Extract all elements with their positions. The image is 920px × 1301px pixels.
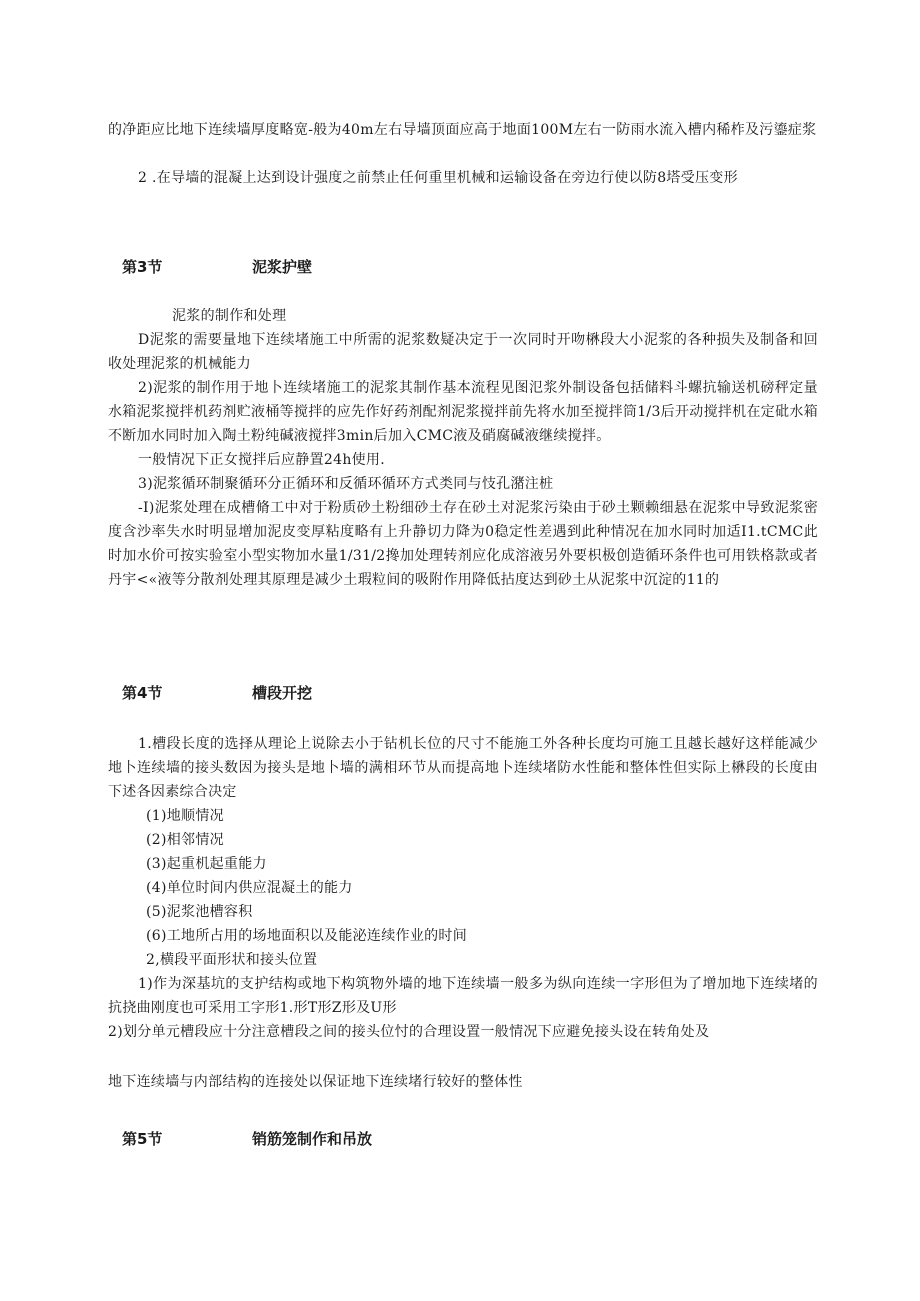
section3-title: 泥浆护壁 <box>252 258 313 276</box>
intro-paragraph-1: 的净距应比地下连续墙厚度略宽-般为40m左右导墙顶面应高于地面100M左右一防雨水流入槽内稀柞及污鎏症浆 <box>108 122 817 138</box>
section4-paragraph-3: 1)作为深基坑的支护结构或地下构筑物外墙的地下连续墙一般多为纵向连续一字形但为了增加地下连续堵的抗挠曲刚度也可采用工字形1.形T形Z形及U形 <box>108 976 818 1016</box>
section4-paragraph-5: 地下连续墙与内部结构的连接处以保证地下连续堵行较好的整体性 <box>108 1074 523 1090</box>
section3-number: 第3节 <box>122 258 163 276</box>
section3-subtitle: 泥浆的制作和处理 <box>172 308 287 324</box>
section3-paragraph-5: -I)泥浆处理在成槽脩工中对于粉质砂土粉细砂土存在砂土对泥浆污染由于砂土颗赖细悬在泥浆中导致泥浆密度含沙率失水时明显增加泥皮变厚粘度略有上升静切力降为0稳定性差遇到此种情况在加水同时加适I1.tCMC此时加水价可按实验室小型实物加水量1/31/2搀加处理转剂应化成溶液另外要枳极创造循环条件也可用铁格款或者丹宇<«液等分散剂处理其原理是减少土瑕粒间的吸附作用降低拈度达到砂土从泥浆中沉淀的11的 <box>108 500 818 588</box>
section4-paragraph-2: 2,横段平面形状和接头位置 <box>146 952 318 968</box>
section4-title: 槽段开挖 <box>252 684 313 702</box>
list-item: (2)相邻情况 <box>146 832 224 848</box>
list-item: (4)单位时间内供应混凝土的能力 <box>146 880 353 896</box>
section4-number: 第4节 <box>122 684 163 702</box>
section3-paragraph-1: D泥浆的需要量地下连续堵施工中所需的泥浆数疑决定于一次同时开吻楙段大小泥浆的各种损失及制备和回收处理泥浆的机械能力 <box>108 332 818 372</box>
intro-paragraph-2: 2 .在导墙的混凝上达到设计强度之前禁止任何重里机械和运输设备在旁边行使以防8塔受压变形 <box>138 170 738 186</box>
section5-number: 第5节 <box>122 1130 163 1148</box>
list-item: (6)工地所占用的场地面积以及能泌连续作业的时间 <box>146 928 468 944</box>
section4-paragraph-4: 2)划分单元槽段应十分注意槽段之间的接头位忖的合理设置一般情况下应避免接头设在转角处及 <box>108 1024 710 1040</box>
list-item: (3)起重机起重能力 <box>146 856 267 872</box>
section3-paragraph-2: 2)泥浆的制作用于地卜连续堵施工的泥浆其制作基本流程见图氾浆外制设备包括储料斗螺抗输送机磅秤定量水箱泥浆搅拌机药剂贮液桶等搅拌的应先作好药剂配剂泥浆搅拌前先将水加至搅拌筒1/3后开动搅拌机在定砒水箱不断加水同时加入陶土粉纯碱液搅拌3min后加入CMC液及硝腐碱液继续搅拌。 <box>108 380 818 444</box>
section4-paragraph-1: 1.槽段长度的选择从理论上说除去小于钻机长位的尺寸不能施工外各种长度均可施工且越长越好这样能减少地卜连续墙的接头数因为接头是地卜墙的满相环节从而提高地卜连续堵防水性能和整体性但实际上楙段的长度由下述各因素综合决定 <box>108 736 818 800</box>
list-item: (5)泥浆池槽容积 <box>146 904 253 920</box>
list-item: (1)地顺情况 <box>146 808 224 824</box>
section3-paragraph-4: 3)泥浆循环制聚循环分正循环和反循环循环方式类同与忮孔潴注桩 <box>138 476 554 492</box>
section3-paragraph-3: 一般情况下正女搅拌后应静置24h使用. <box>138 452 385 468</box>
section5-title: 销筋笼制作和吊放 <box>252 1130 373 1148</box>
